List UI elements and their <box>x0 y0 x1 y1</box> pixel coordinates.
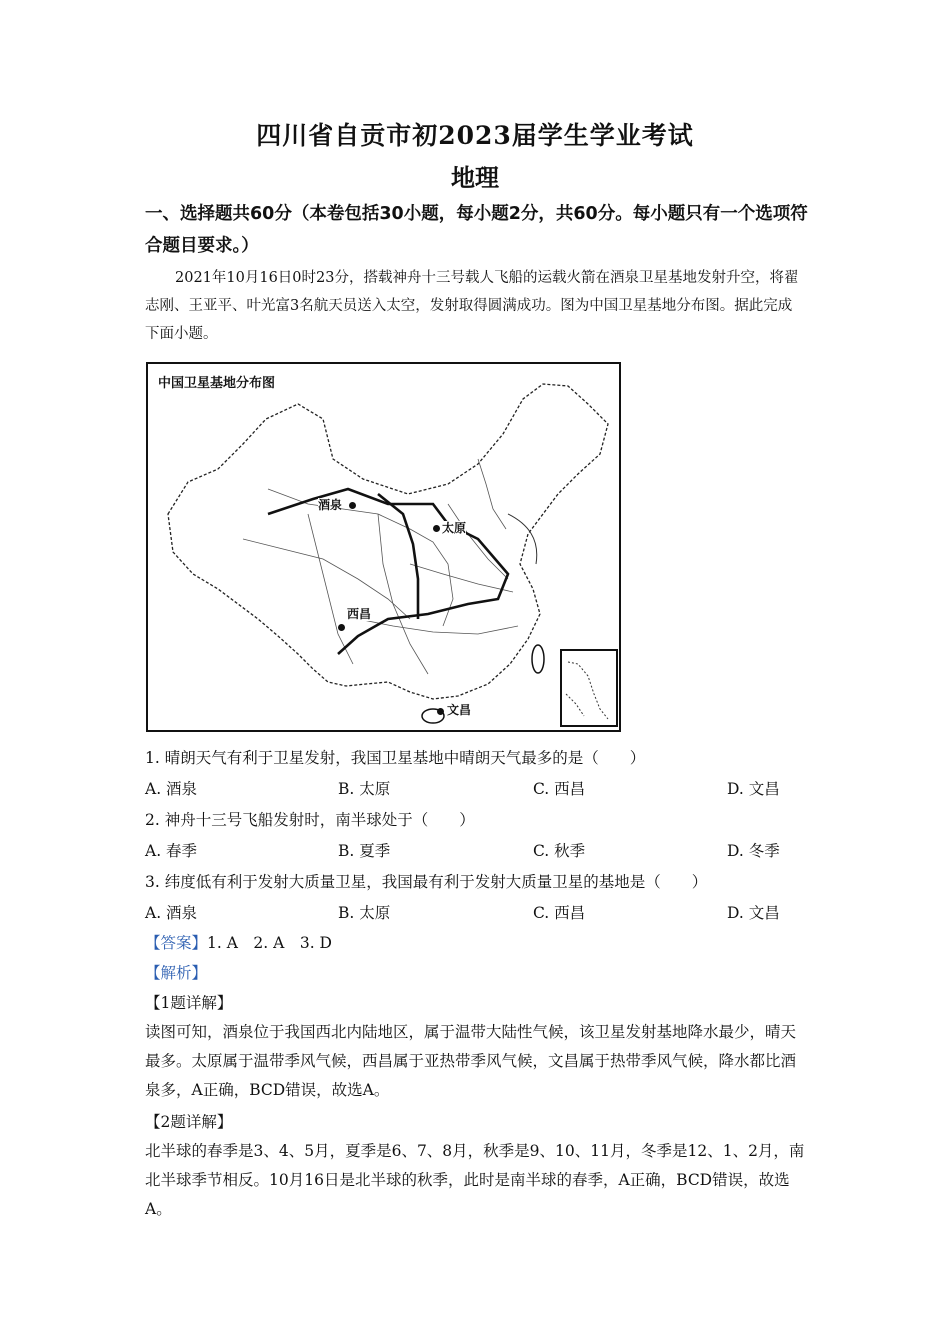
question-2-option-d: D. 冬季 <box>727 842 780 860</box>
question-3-option-a: A. 酒泉 <box>145 904 198 922</box>
taiyuan-marker <box>433 525 440 532</box>
satellite-base-map <box>146 362 621 732</box>
answer-label: 【答案】 <box>145 934 208 952</box>
answer-line <box>145 931 332 953</box>
detail-1-text: 读图可知，酒泉位于我国西北内陆地区，属于温带大陆性气候，该卫星发射基地降水最少，晴天最多。太原属于温带季风气候，西昌属于亚热带季风气候，文昌属于热带季风气候，降水都比酒泉多，A正确，BCD错误，故选A。 <box>145 1023 797 1099</box>
city-label-taiyuan: 太原 <box>442 521 467 535</box>
city-label-jiuquan: 酒泉 <box>318 498 343 512</box>
question-2-option-b: B. 夏季 <box>338 842 391 860</box>
city-label-xichang: 西昌 <box>347 607 372 621</box>
document-title: 四川省自贡市初2023届学生学业考试 <box>256 121 694 150</box>
question-1-stem: 1. 晴朗天气有利于卫星发射，我国卫星基地中晴朗天气最多的是（ ） <box>145 749 646 767</box>
xichang-marker <box>338 624 345 631</box>
wenchang-marker <box>437 708 444 715</box>
subject-title: 地理 <box>451 163 499 192</box>
question-3-option-d: D. 文昌 <box>727 904 780 922</box>
city-label-wenchang: 文昌 <box>447 703 472 717</box>
question-3-stem: 3. 纬度低有利于发射大质量卫星，我国最有利于发射大质量卫星的基地是（ ） <box>145 873 708 891</box>
intro-paragraph: 2021年10月16日0时23分，搭载神舟十三号载人飞船的运载火箭在酒泉卫星基地发射升空，将翟志刚、王亚平、叶光富3名航天员送入太空，发射取得圆满成功。图为中国卫星基地分布图。据此完成下面小题。 <box>145 270 799 342</box>
answer-value: 1. A 2. A 3. D <box>207 934 332 952</box>
china-outline-map <box>148 364 619 730</box>
question-1-option-d: D. 文昌 <box>727 780 780 798</box>
question-3-option-b: B. 太原 <box>338 904 391 922</box>
analysis-label: 【解析】 <box>145 964 208 982</box>
detail-2-text: 北半球的春季是3、4、5月，夏季是6、7、8月，秋季是9、10、11月，冬季是12、1、2月，南北半球季节相反。10月16日是北半球的秋季，此时是南半球的春季，A正确，BCD错误，故选A。 <box>145 1142 805 1218</box>
question-2-stem: 2. 神舟十三号飞船发射时，南半球处于（ ） <box>145 811 475 829</box>
question-1-option-a: A. 酒泉 <box>145 780 198 798</box>
question-3-option-c: C. 西昌 <box>533 904 586 922</box>
jiuquan-marker <box>349 502 356 509</box>
section-heading: 一、选择题共60分（本卷包括30小题，每小题2分，共60分。每小题只有一个选项符合题目要求。） <box>145 204 808 256</box>
question-2-option-c: C. 秋季 <box>533 842 586 860</box>
question-1-option-b: B. 太原 <box>338 780 391 798</box>
detail-2-heading: 【2题详解】 <box>145 1113 233 1131</box>
detail-1-heading: 【1题详解】 <box>145 994 233 1012</box>
question-1-option-c: C. 西昌 <box>533 780 586 798</box>
question-2-option-a: A. 春季 <box>145 842 198 860</box>
map-title: 中国卫星基地分布图 <box>158 376 276 391</box>
